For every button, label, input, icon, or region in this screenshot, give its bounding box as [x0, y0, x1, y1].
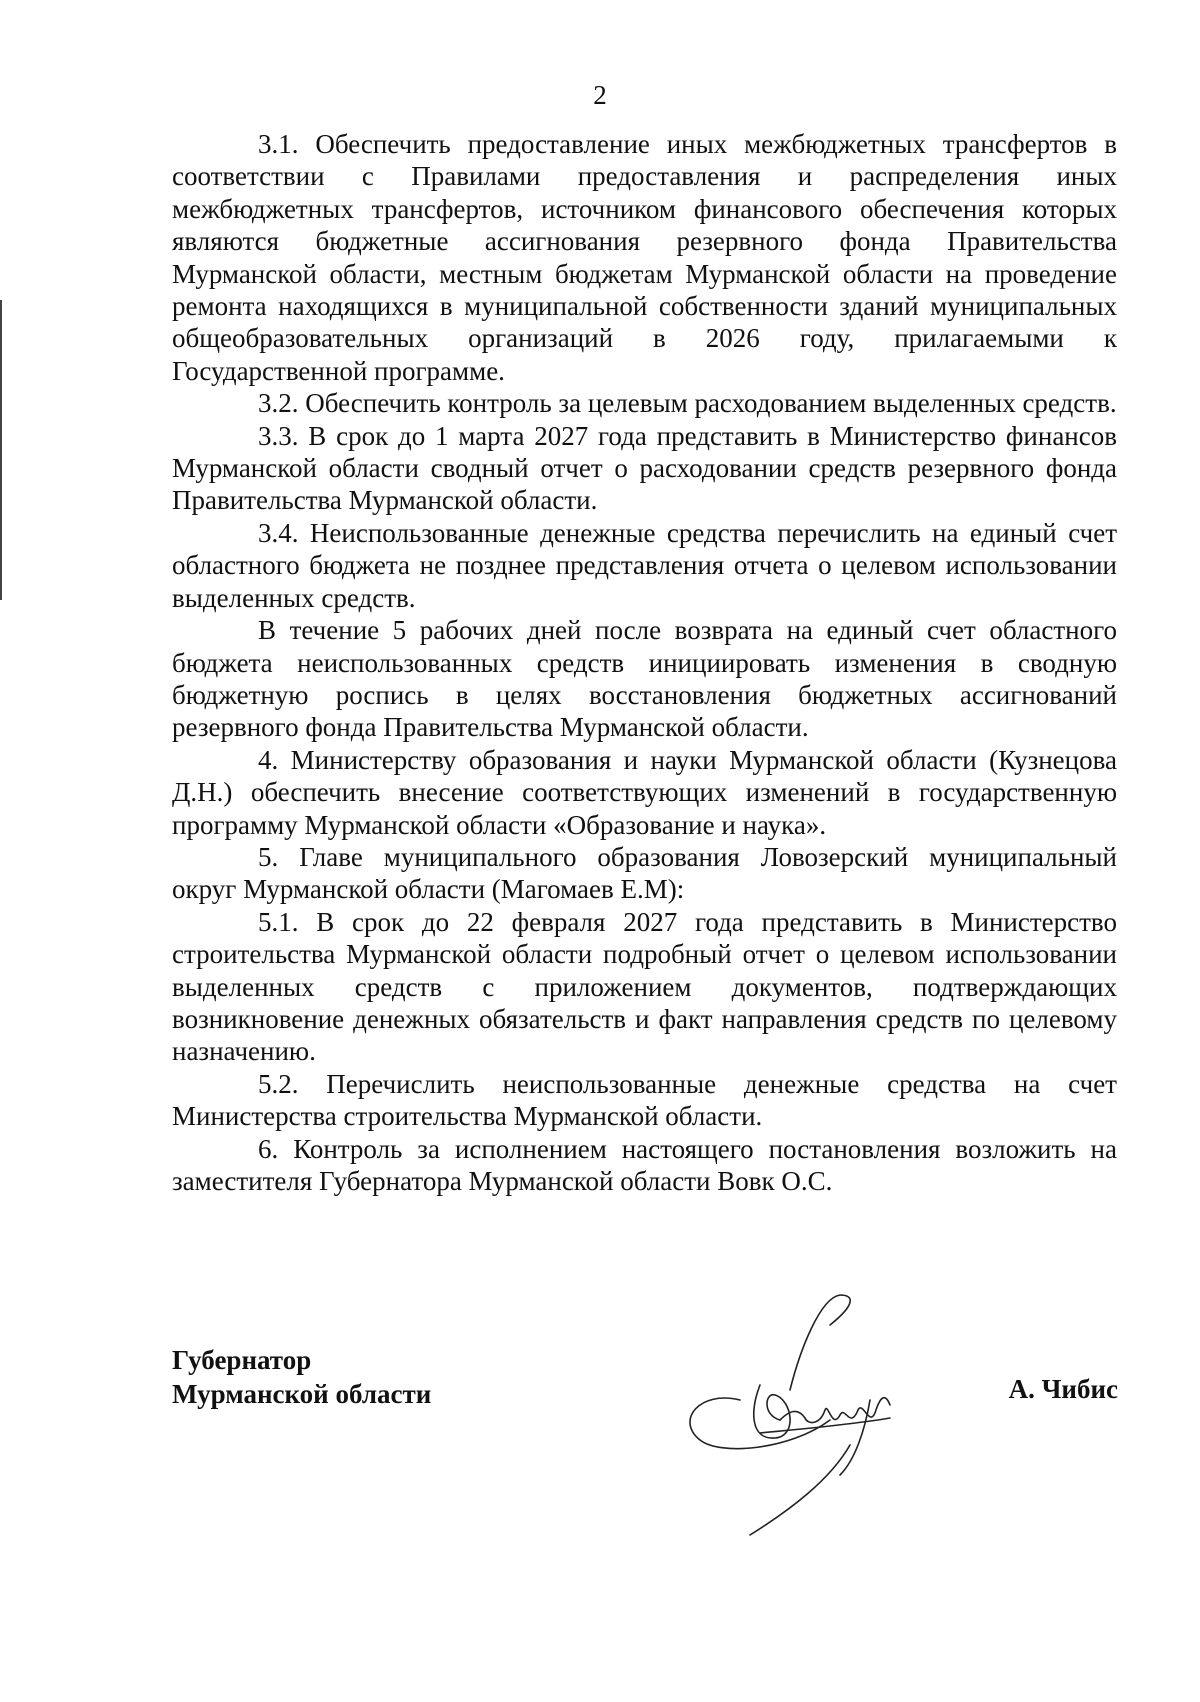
signatory-title-line2: Мурманской области: [172, 1379, 432, 1409]
paragraph-3-3: 3.3. В срок до 1 марта 2027 года представить в Министерство финансов Мурманской области сводный отчет о расходовании средств резервного фонда Правительства Мурманской области.: [172, 420, 1117, 516]
page-number: 2: [593, 80, 607, 110]
paragraph-5-1: 5.1. В срок до 22 февраля 2027 года представить в Министерство строительства Мурманской области подробный отчет о целевом использовании выделенных средств с приложением документов, подтверждающих возникновение денежных обязательств и факт направления средств по целевому назначению.: [172, 906, 1117, 1067]
paragraph-3-4-continued: В течение 5 рабочих дней после возврата на единый счет областного бюджета неиспользованных средств инициировать изменения в сводную бюджетную роспись в целях восстановления бюджетных ассигнований резервного фонда Правительства Мурманской области.: [172, 615, 1117, 743]
paragraph-4: 4. Министерству образования и науки Мурманской области (Кузнецова Д.Н.) обеспечить внесение соответствующих изменений в государственную программу Мурманской области «Образование и наука».: [172, 744, 1117, 840]
document-body: [172, 128, 1117, 1197]
signatory-title-line1: Губернатор: [172, 1345, 312, 1375]
scan-edge-mark: [0, 300, 2, 600]
signatory-title: [172, 1343, 431, 1411]
paragraph-3-4: 3.4. Неиспользованные денежные средства перечислить на единый счет областного бюджета не позднее представления отчета о целевом использовании выделенных средств.: [172, 517, 1117, 613]
paragraph-3-1: 3.1. Обеспечить предоставление иных межбюджетных трансфертов в соответствии с Правилами предоставления и распределения иных межбюджетных трансфертов, источником финансового обеспечения которых являются бюджетные ассигнования резервного фонда Правительства Мурманской области, местным бюджетам Мурманской области на проведение ремонта находящихся в муниципальной собственности зданий муниципальных общеобразовательных организаций в 2026 году, прилагаемыми к Государственной программе.: [172, 129, 1117, 386]
paragraph-3-2: 3.2. Обеспечить контроль за целевым расходованием выделенных средств.: [258, 388, 1117, 419]
paragraph-5-2: 5.2. Перечислить неиспользованные денежные средства на счет Министерства строительства Мурманской области.: [172, 1068, 1117, 1132]
signatory-name: А. Чибис: [1008, 1374, 1118, 1404]
paragraph-5: 5. Главе муниципального образования Ловозерский муниципальный округ Мурманской области (Магомаев Е.М):: [172, 841, 1117, 905]
handwritten-signature: [680, 1290, 940, 1540]
paragraph-6: 6. Контроль за исполнением настоящего постановления возложить на заместителя Губернатора Мурманской области Вовк О.С.: [172, 1133, 1117, 1196]
